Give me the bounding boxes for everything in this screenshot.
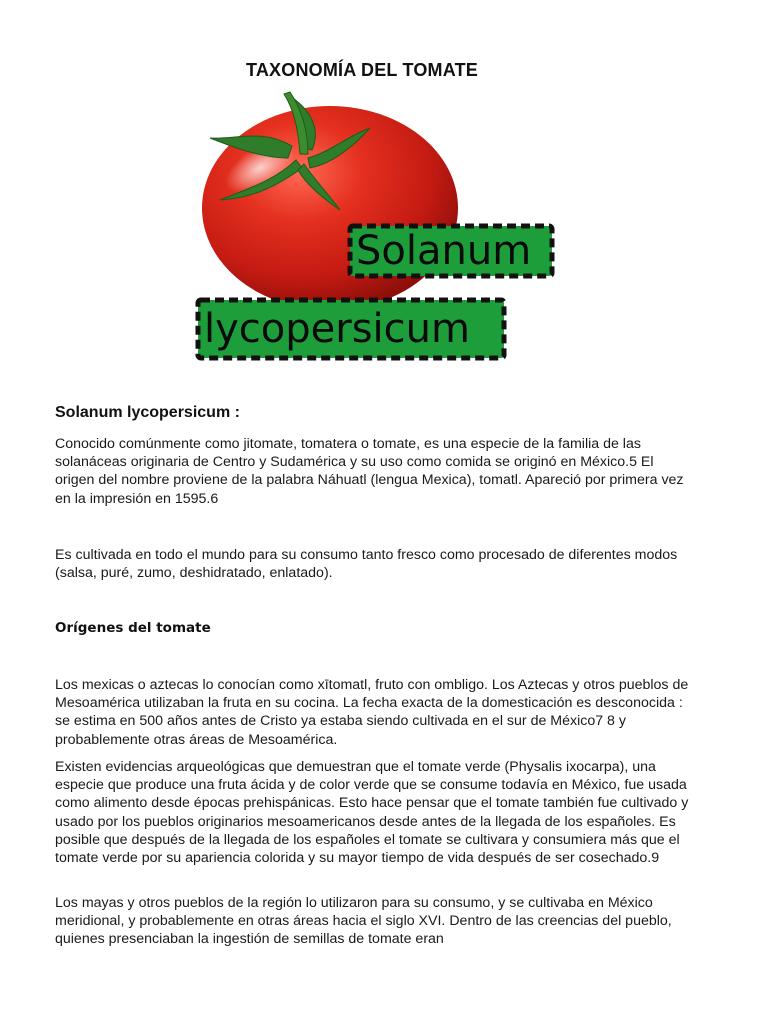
section-heading-solanum: Solanum lycopersicum : [55,404,240,421]
section-heading-origins: Orígenes del tomate [55,620,211,636]
paragraph-origins-2: Existen evidencias arqueológicas que demuestran que el tomate verde (Physalis ixocarpa), una especie que produce una fruta ácida y de color verde que se consume todavía en México, fue usada como alimento desde épocas prehispánicas. Esto hace pensar que el tomate también fue cultivado y usado por los pueblos originarios mesoamericanos desde antes de la llegada de los españoles. Es posible que después de la llegada de los españoles el tomate se cultivara y consumiera más que el tomate verde por su apariencia colorida y su mayor tiempo de vida después de ser cosechado.9 [55,759,689,867]
tomato-illustration [180,88,570,368]
paragraph-cultivation: Es cultivada en todo el mundo para su consumo tanto fresco como procesado de diferentes modos (salsa, puré, zumo, deshidratado, enlatado). [55,547,678,582]
paragraph-intro: Conocido comúnmente como jitomate, tomatera o tomate, es una especie de la familia de las solanáceas originaria de Centro y Sudamérica y su uso como comida se originó en México.5 El origen del nombre proviene de la palabra Náhuatl (lengua Mexica), tomatl. Apareció por primera vez en la impresión en 1595.6 [55,436,684,507]
label-lycopersicum: lycopersicum [204,306,470,352]
paragraph-origins-1: Los mexicas o aztecas lo conocían como xītomatl, fruto con ombligo. Los Aztecas y otros pueblos de Mesoamérica utilizaban la fruta en su cocina. La fecha exacta de la domesticación es desconocida : se estima en 500 años antes de Cristo ya estaba siendo cultivada en el sur de México7 8 y probablemente otras áreas de Mesoamérica. [55,677,689,748]
label-solanum: Solanum [356,228,532,274]
document-title: TAXONOMÍA DEL TOMATE [246,60,478,80]
paragraph-origins-3: Los mayas y otros pueblos de la región lo utilizaron para su consumo, y se cultivaba en México meridional, y probablemente en otras áreas hacia el siglo XVI. Dentro de las creencias del pueblo, quienes presenciaban la ingestión de semillas de tomate eran [55,895,672,948]
